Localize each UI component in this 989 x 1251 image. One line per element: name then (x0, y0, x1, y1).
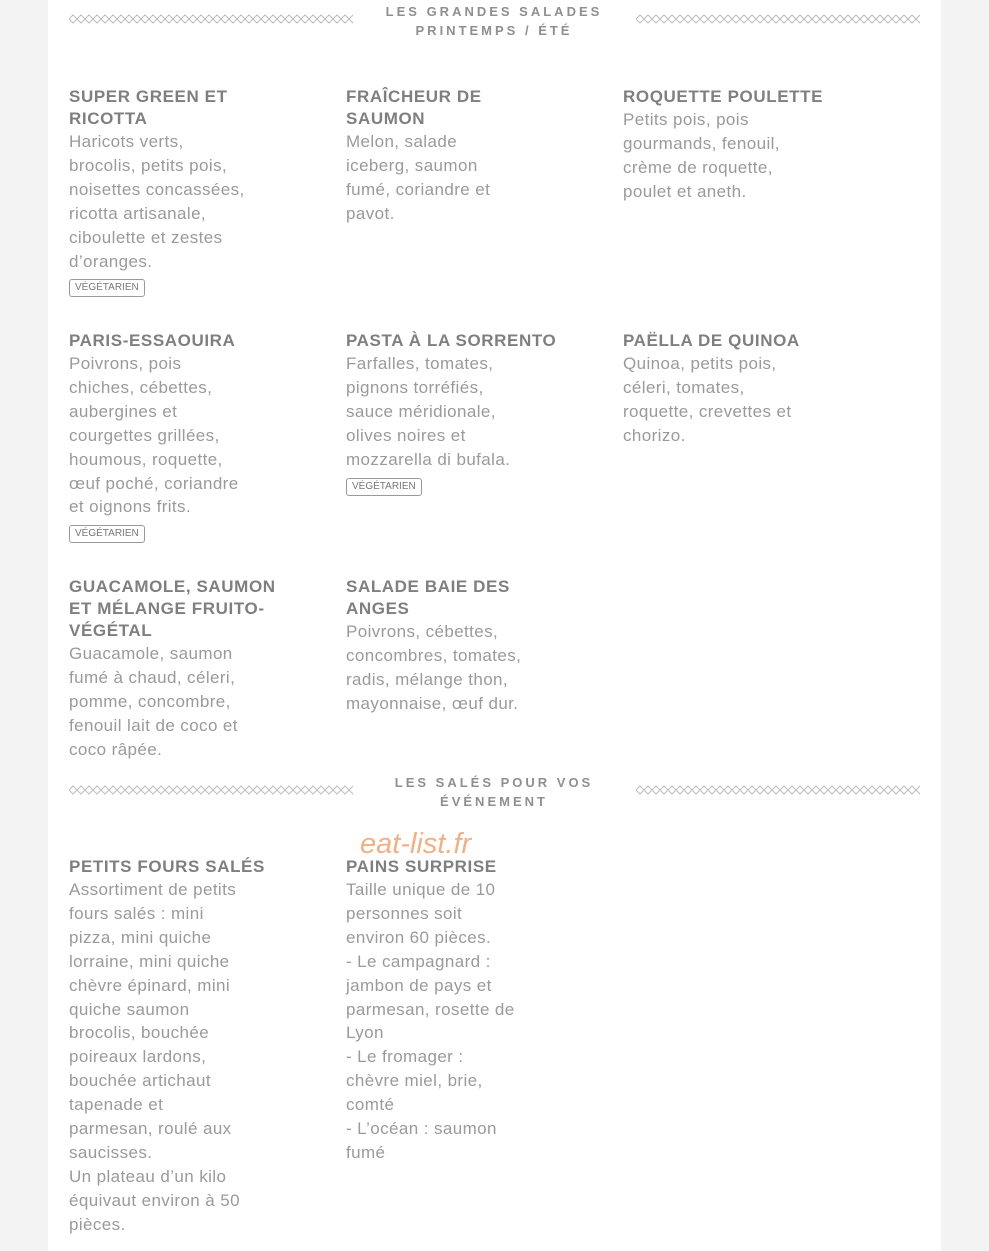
section-title-line-2: PRINTEMPS / ÉTÉ (415, 23, 573, 38)
menu-item-super-green (69, 86, 289, 297)
item-name: SALADE BAIE DES ANGES (346, 577, 510, 618)
item-description: Assortiment de petits fours salés : mini pizza, mini quiche lorraine, mini quiche chèvre épinard, mini quiche saumon brocolis, bouchée poireaux lardons, bouchée artichaut tapenade et parmesan, roulé aux saucisses. Un plateau d’un kilo équivaut environ à 50 pièces. (69, 880, 240, 1234)
section-title-line-2: ÉVÉNEMENT (440, 794, 548, 809)
menu-page (48, 0, 941, 1251)
menu-item-pasta-sorrento (346, 330, 566, 496)
item-description: Taille unique de 10 personnes soit environ 60 pièces. - Le campagnard : jambon de pays et parmesan, rosette de Lyon - Le fromager : chèvre miel, brie, comté - L’océan : saumon fumé (346, 880, 515, 1162)
section-title-line-1: LES GRANDES SALADES (385, 4, 603, 19)
menu-item-fraicheur-saumon (346, 86, 566, 226)
item-description: Haricots verts, brocolis, petits pois, noisettes concassées, ricotta artisanale, ciboulette et zestes d’oranges. (69, 132, 245, 271)
item-description: Farfalles, tomates, pignons torréfiés, sauce méridionale, olives noires et mozzarella di bufala. (346, 354, 511, 469)
menu-item-roquette-poulette (623, 86, 863, 204)
section-title-line-1: LES SALÉS POUR VOS (394, 775, 594, 790)
section-header-sales (48, 771, 941, 815)
vegetarian-badge: VÉGÉTARIEN (69, 525, 145, 543)
ornament-divider-right (636, 784, 920, 796)
menu-item-pains-surprise (346, 856, 566, 1165)
item-name: PAËLLA DE QUINOA (623, 331, 800, 350)
vegetarian-badge: VÉGÉTARIEN (69, 279, 145, 297)
item-description: Petits pois, pois gourmands, fenouil, crème de roquette, poulet et aneth. (623, 110, 780, 201)
item-name: PASTA À LA SORRENTO (346, 331, 557, 350)
item-name: GUACAMOLE, SAUMON ET MÉLANGE FRUITO- VÉGÉTAL (69, 577, 276, 640)
ornament-divider-left (69, 13, 353, 25)
ornament-divider-left (69, 784, 353, 796)
menu-item-guacamole-saumon (69, 576, 289, 762)
menu-item-paris-essaouira (69, 330, 289, 543)
item-name: PETITS FOURS SALÉS (69, 857, 265, 876)
section-header-salades (48, 0, 941, 44)
menu-item-petits-fours (69, 856, 289, 1237)
menu-item-paella-quinoa (623, 330, 863, 448)
item-name: FRAÎCHEUR DE SAUMON (346, 87, 482, 128)
item-name: PARIS-ESSAOUIRA (69, 331, 236, 350)
item-description: Quinoa, petits pois, céleri, tomates, roquette, crevettes et chorizo. (623, 354, 792, 445)
section-title (348, 773, 640, 811)
ornament-divider-right (636, 13, 920, 25)
item-description: Guacamole, saumon fumé à chaud, céleri, pomme, concombre, fenouil lait de coco et coco râpée. (69, 644, 238, 759)
item-description: Poivrons, cébettes, concombres, tomates, radis, mélange thon, mayonnaise, œuf dur. (346, 622, 522, 713)
item-description: Poivrons, pois chiches, cébettes, aubergines et courgettes grillées, houmous, roquette, œuf poché, coriandre et oignons frits. (69, 354, 239, 517)
vegetarian-badge: VÉGÉTARIEN (346, 478, 422, 496)
menu-item-baie-des-anges (346, 576, 566, 716)
item-name: PAINS SURPRISE (346, 857, 497, 876)
watermark-logo: eat-list.fr (360, 828, 472, 860)
section-title (348, 2, 640, 40)
item-description: Melon, salade iceberg, saumon fumé, coriandre et pavot. (346, 132, 491, 223)
item-name: ROQUETTE POULETTE (623, 87, 824, 106)
item-name: SUPER GREEN ET RICOTTA (69, 87, 228, 128)
